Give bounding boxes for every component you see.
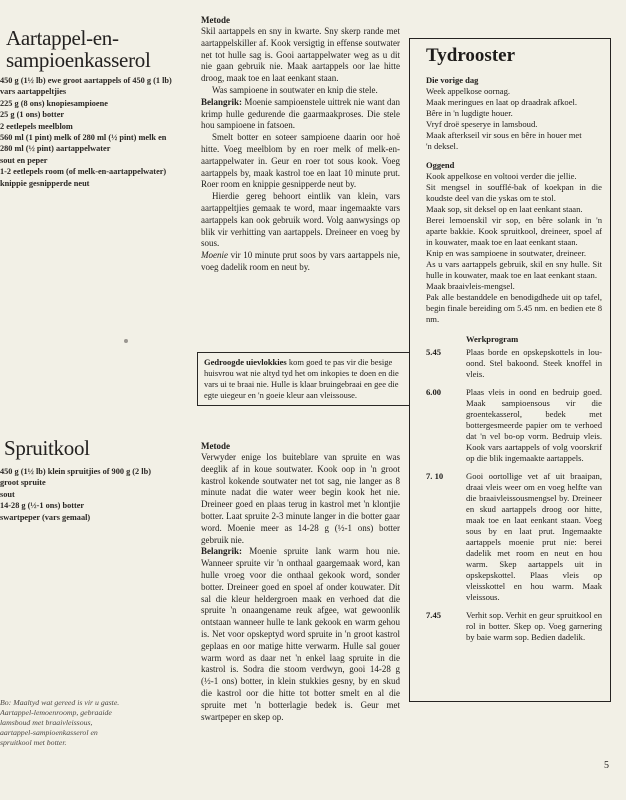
morning-list bbox=[426, 171, 602, 325]
timetable-title: Tydrooster bbox=[426, 45, 516, 66]
important-label: Belangrik: bbox=[201, 546, 243, 557]
method-kasserol bbox=[201, 14, 400, 274]
morning-item: Knip en was sampioene in soutwater, dreineer. bbox=[426, 248, 587, 258]
work-program-heading: Werkprogram bbox=[466, 334, 519, 344]
recipe-title-line2: sampioenkasserol bbox=[6, 48, 151, 72]
method-paragraph: Hierdie gereg behoort eintlik van klein, vars aartappeltjies gemaak te word, maar ingemaakte vars aartappels kan ook gebruik word. Volg aanwysings op blik vir verhitting van aartappels. Dreineer en voeg by sous. bbox=[201, 191, 400, 249]
caption-line: lamsboud met braaivleissous, bbox=[0, 718, 93, 727]
previous-day-item: Bêre in 'n lugdigte houer. bbox=[426, 108, 513, 118]
ingredient-list-kasserol bbox=[0, 75, 200, 189]
method-paragraph: Smelt botter en soteer sampioene daarin oor hoë hitte. Voeg meelblom by en roer melk of melk-en-aartappelwater in. Geur en roer tot sous kook. Voeg aartappels by, maak kastrol toe en laat 10 minute prut. Roer room en knippie gesnipperde neut by. bbox=[201, 132, 400, 190]
ingredient-line: 225 g (8 ons) knopiesampioene bbox=[0, 98, 108, 108]
tip-text: kom goed te pas vir die besige huisvrou wat nie altyd tyd het om inkopies te doen en die vars ui te braai nie. Hulle is klaar bruingebraai en gee die egte uiegeur en 'n goeie kleur aan vleissouse. bbox=[204, 357, 399, 400]
ingredient-line: 450 g (1½ lb) ewe groot aartappels of 450 g (1 lb) bbox=[0, 76, 172, 85]
ingredient-line: knippie gesnipperde neut bbox=[0, 178, 90, 188]
program-time: 7.45 bbox=[426, 610, 442, 620]
previous-day-list bbox=[426, 86, 602, 152]
program-step bbox=[426, 347, 602, 380]
previous-day-item: 'n deksel. bbox=[426, 141, 459, 151]
method-paragraph: Skil aartappels en sny in kwarte. Sny skerp rande met aartappelskiller af. Kook versigtig in effense soutwater net tot hulle sag is. Gooi aartappelwater weg as u dit nie gaan gebruik nie. Maak aartappels oor lae hitte droog, maak toe en laat eenkant staan. bbox=[201, 26, 400, 84]
tip-label: Gedroogde uievlokkies bbox=[204, 357, 287, 367]
ingredient-line: groot spruite bbox=[0, 478, 46, 488]
recipe-title-spruitkool: Spruitkool bbox=[4, 436, 90, 460]
morning-item: As u vars aartappels gebruik, skil en sny hulle. Sit hulle in kouwater, maak toe en laat eenkant staan. bbox=[426, 259, 602, 280]
important-label: Belangrik: bbox=[201, 96, 243, 107]
previous-day-item: Vryf droë speserye in lamsboud. bbox=[426, 119, 538, 129]
ingredient-line: 280 ml (½ pint) aartappelwater bbox=[0, 144, 111, 154]
method-paragraph: Was sampioene in soutwater en knip die stele. bbox=[212, 84, 378, 95]
ingredient-line: 14-28 g (½-1 ons) botter bbox=[0, 501, 85, 511]
morning-item: Pak alle bestanddele en benodigdhede uit op tafel, begin finale bereiding om 5.45 nm. en bedien ete 8 nm. bbox=[426, 292, 602, 324]
tip-box bbox=[197, 352, 410, 406]
ingredient-line: 450 g (1½ lb) klein spruitjies of 900 g (2 lb) bbox=[0, 467, 151, 476]
recipe-title-kasserol bbox=[6, 27, 191, 71]
timetable-box bbox=[409, 38, 611, 702]
program-text: Verhit sop. Verhit en geur spruitkool en rol in botter. Skep op. Voeg garnering by baie warm sop. Bedien dadelik. bbox=[466, 610, 602, 642]
program-time: 5.45 bbox=[426, 347, 442, 357]
page-number: 5 bbox=[604, 760, 609, 771]
morning-item: Maak sop, sit deksel op en laat eenkant staan. bbox=[426, 204, 583, 214]
caption-line: Aartappel-lemoenroomp, gebraaide bbox=[0, 708, 112, 717]
photo-caption bbox=[0, 698, 190, 748]
program-text: Plaas vleis in oond en bedruip goed. Maak sampioensous vir die groentekasserol, bedek met bottergesmeerde papier om te verhoed dat 'n vel bo-op vorm. Bedruip vleis. Kook vars aartappels of volg voorskrif op die blik ingemaakte aartappels. bbox=[466, 387, 602, 463]
program-step bbox=[426, 387, 602, 464]
ingredient-line: sout en peper bbox=[0, 155, 48, 165]
important-note bbox=[201, 97, 400, 132]
method-heading: Metode bbox=[201, 15, 230, 25]
ingredient-line: 25 g (1 ons) botter bbox=[0, 110, 65, 120]
morning-item: Sit mengsel in soufflé-bak of koekpan in die koudste deel van die yskas om te stol. bbox=[426, 182, 602, 203]
recipe-title-line1: Aartappel-en- bbox=[6, 26, 119, 50]
ingredient-line: 560 ml (1 pint) melk of 280 ml (½ pint) melk en bbox=[0, 133, 167, 143]
caption-line: Bo: Maaltyd wat gereed is vir u gaste. bbox=[0, 698, 120, 707]
caption-line: spruitkool met botter. bbox=[0, 738, 67, 747]
morning-item: Kook appelkose en voltooi verder die jellie. bbox=[426, 171, 577, 181]
caption-line: aartappel-sampioenkasserol en bbox=[0, 728, 98, 737]
program-text: Gooi oortollige vet af uit braaipan, draai vleis weer om en voeg helfte van die braaivleissousmengsel by. Dreineer en skud aartappels droog oor hitte, maak toe en laat eenkant staan. Voeg sous by en laat prut. Ingemaakte aartappels moenie prut nie: berei dadelik met room en neut en hou warm. Skep aartappels uit in opskepskottel. Plaas vleis op vleisskottel en hou warm. Maak vleissous. bbox=[466, 471, 602, 602]
program-text: Plaas borde en opskepskottels in lou-oond. Stel bakoond. Steek knoffel in vleis. bbox=[466, 347, 602, 379]
ingredient-line: 1-2 eetlepels room (of melk-en-aartappelwater) bbox=[0, 167, 167, 177]
program-time: 6.00 bbox=[426, 387, 442, 397]
moenie-text: vir 10 minute prut soos by vars aartappels nie, voeg dadelik room en neut by. bbox=[201, 250, 400, 272]
program-step bbox=[426, 610, 602, 643]
morning-item: Maak braaivleis-mengsel. bbox=[426, 281, 515, 291]
previous-day-item: Week appelkose oornag. bbox=[426, 86, 511, 96]
method-heading: Metode bbox=[201, 441, 230, 451]
previous-day-item: Maak meringues en laat op draadrak afkoel. bbox=[426, 97, 578, 107]
moenie-label: Moenie bbox=[201, 250, 228, 261]
program-time: 7. 10 bbox=[426, 471, 444, 481]
ingredient-list-spruitkool bbox=[0, 466, 200, 523]
ingredient-line: sout bbox=[0, 489, 15, 499]
morning-heading: Oggend bbox=[426, 160, 455, 170]
method-paragraph: Verwyder enige los buiteblare van spruite en was deeglik af in koue soutwater. Kook oop in 'n groot kastrol kokende soutwater net tot sag, nie langer as 8 minute nadat die water weer begin kook het nie. Dreineer goed en plaas terug in kastrol met 'n klontjie botter. Laat spruite 2-3 minute langer in die botter gaar word. Moenie meer as 14-28 g (½-1 ons) botter gebruik nie. bbox=[201, 452, 400, 545]
previous-day-heading: Die vorige dag bbox=[426, 75, 479, 85]
important-note bbox=[201, 546, 400, 723]
ingredient-line: 2 eetlepels meelblom bbox=[0, 121, 73, 131]
ingredient-line: vars aartappeltjies bbox=[0, 87, 67, 97]
moenie-note bbox=[201, 250, 400, 274]
previous-day-item: Maak afterkseil vir sous en bêre in houer met bbox=[426, 130, 582, 140]
morning-item: Berei lemoenskil vir sop, en bêre solank in 'n aparte bakkie. Kook spruitkool, dreineer, spoel af in kouwater, maak toe en laat eenkant staan. bbox=[426, 215, 602, 247]
program-step bbox=[426, 471, 602, 603]
work-program bbox=[426, 347, 602, 643]
ingredient-line: swartpeper (vars gemaal) bbox=[0, 512, 91, 522]
important-text: Moenie sampioenstele uittrek nie want dan krimp hulle gedurende die gaarmaakproses. Die stele hou sampioene in fatsoen. bbox=[201, 96, 400, 131]
important-text: Moenie spruite lank warm hou nie. Wanneer spruite vir 'n onthaal gaargemaak word, kan hulle vroeg voor die onthaal gekook word, sonder botter. Dreineer goed en spoel af onder kouwater. Dit sal die kleur heldergroen maak en verhoed dat die spruite 'n onaangename reuk afgee, wat gewoonlik ontstaan wanneer hulle te lank gekook en warm gehou is. Net voor opskeptyd word spruite in 'n groot kastrol geplaas en oor matige hitte verwarm. Hulle sal gouer warm word as daar net 'n enkel laag spruite in die kastrol is. Sodra die stoom verdwyn, gooi 14-28 g (½-1 ons) botter, in klein stukkies gesny, by en skud die kastrol oor die hitte tot botter smelt en al die spruite met 'n botterlagie bedek is. Geur met swartpeper en skep op. bbox=[201, 546, 400, 722]
method-spruitkool bbox=[201, 440, 400, 723]
paper-speck bbox=[124, 339, 128, 343]
